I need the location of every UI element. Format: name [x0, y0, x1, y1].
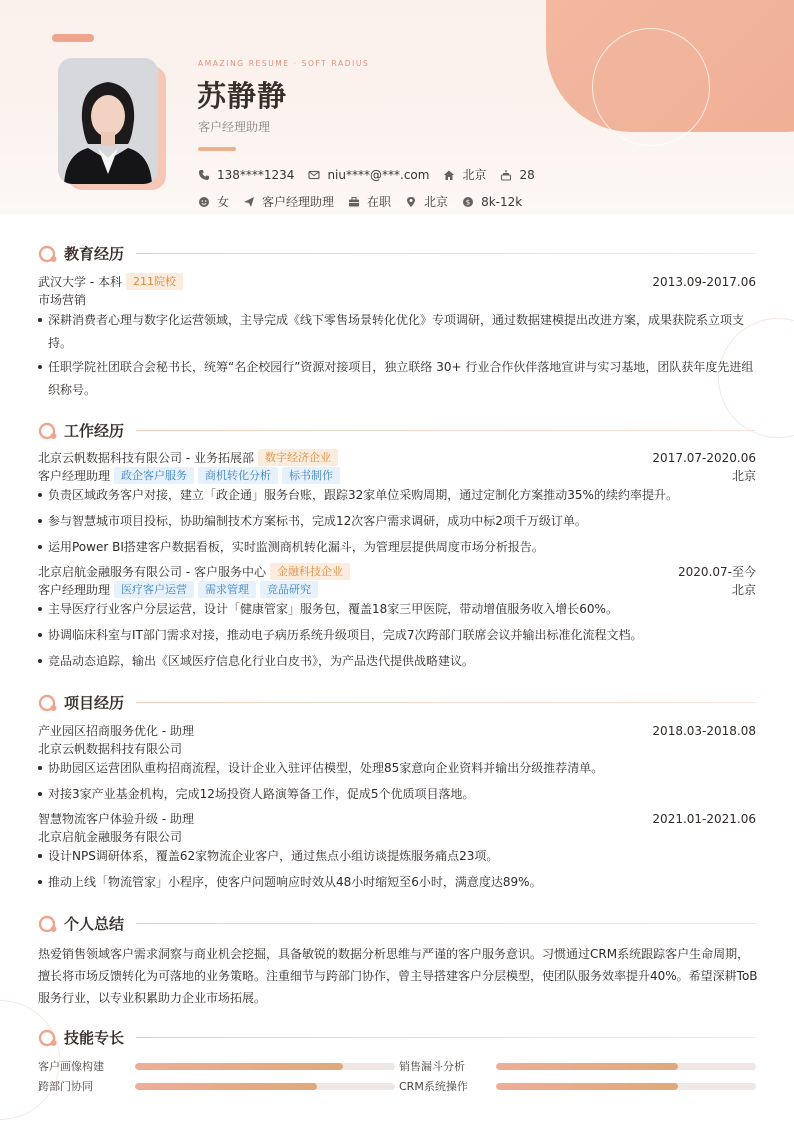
age-text: 28	[519, 167, 535, 182]
city-info	[443, 166, 486, 183]
company-tag: 数字经济企业	[258, 449, 338, 466]
job-bullet: 竞品动态追踪，输出《区域医疗信息化行业白皮书》，为产品迭代提供战略建议。	[38, 650, 756, 673]
job-role-row	[38, 467, 756, 485]
summary-paragraph	[38, 943, 758, 1009]
job-role: 客户经理助理	[38, 469, 111, 483]
skill-item	[399, 1078, 756, 1094]
gender-info	[198, 193, 229, 210]
job-company-row	[38, 563, 756, 581]
school-name: 武汉大学 - 本科	[38, 275, 122, 289]
phone-info	[198, 168, 294, 182]
job-bullet: 运用Power BI搭建客户数据看板，实时监测商机转化漏斗，为管理层提供周度市场分析报告。	[38, 536, 756, 559]
project-bullet: 对接3家产业基金机构，完成12场投资人路演筹备工作，促成5个优质项目落地。	[38, 783, 756, 806]
project-date: 2021.01-2021.06	[652, 812, 756, 826]
skills-section-header	[38, 1027, 756, 1048]
project-date: 2018.03-2018.08	[652, 724, 756, 738]
job-bullet: 负责区域政务客户对接，建立「政企通」服务台账，跟踪32家单位采购周期，通过定制化方案推动35%的续约率提升。	[38, 484, 756, 507]
email-info	[308, 168, 429, 182]
phone-text: 138****1234	[217, 167, 295, 182]
summary-line: 热爱销售领域客户需求洞察与商业机会挖掘，具备敏锐的数据分析思维与严谨的客户服务意识。习惯通过CRM系统跟踪客户生命周期，	[38, 947, 750, 961]
decorative-ring	[592, 28, 710, 146]
skill-bar	[496, 1063, 756, 1070]
skill-label: CRM系统操作	[399, 1080, 468, 1093]
candidate-title: 客户经理助理	[198, 120, 271, 134]
home-icon	[443, 169, 455, 181]
skill-item	[38, 1058, 395, 1074]
section-divider	[136, 430, 756, 431]
location-pin-icon	[405, 196, 417, 208]
skill-bar	[135, 1083, 395, 1090]
job-company-row	[38, 449, 756, 467]
projects-section-header	[38, 692, 756, 713]
skill-label: 销售漏斗分析	[399, 1060, 465, 1073]
target-position-info	[243, 193, 334, 210]
education-title: 教育经历	[64, 245, 125, 263]
bullet-text: 持。	[48, 336, 73, 350]
section-marker-icon	[38, 1028, 58, 1048]
job-city: 北京	[731, 469, 756, 483]
project-bullet: 推动上线「物流管家」小程序，使客户问题响应时效从48小时缩短至6小时，满意度达89%。	[38, 871, 756, 894]
school-tag: 211院校	[126, 273, 183, 290]
accent-line	[198, 147, 236, 151]
skill-tag: 标书制作	[282, 467, 340, 484]
skill-tag: 商机转化分析	[198, 467, 278, 484]
skill-label: 客户画像构建	[38, 1060, 104, 1073]
project-name: 产业园区招商服务优化 - 助理	[38, 724, 194, 738]
status-text: 在职	[367, 195, 392, 209]
gender-text: 女	[217, 195, 230, 209]
target-position-text: 客户经理助理	[262, 195, 335, 209]
skill-item	[399, 1058, 756, 1074]
education-school-row	[38, 273, 756, 291]
section-divider	[136, 1037, 756, 1038]
skill-tag: 医疗客户运营	[114, 581, 194, 598]
bullet-text: 深耕消费者心理与数字化运营领域，主导完成《线下零售场景转化优化》专项调研，通过数据建模提出改进方案，成果获院系立项支	[48, 313, 745, 327]
section-divider	[136, 923, 756, 924]
summary-line: 擅长将市场反馈转化为可落地的业务策略。注重细节与跨部门协作，曾主导搭建客户分层模型，使团队服务效率提升40%。希望深耕ToB	[38, 969, 758, 983]
project-name-row	[38, 722, 756, 740]
summary-title: 个人总结	[64, 915, 125, 933]
skill-bar-fill	[135, 1083, 317, 1090]
project-bullet: 协助园区运营团队重构招商流程，设计企业入驻评估模型，处理85家意向企业资料并输出分级推荐清单。	[38, 757, 756, 780]
skill-tag: 竞品研究	[260, 581, 318, 598]
mail-icon	[308, 169, 320, 181]
skills-title: 技能专长	[64, 1029, 125, 1047]
bullet-text: 任职学院社团联合会秘书长，统筹“名企校园行”资源对接项目，独立联络 30+ 行业合作伙伴落地宣讲与实习基地，团队获年度先进组	[48, 360, 754, 374]
summary-section-header	[38, 913, 756, 934]
gender-icon	[198, 196, 210, 208]
section-divider	[136, 702, 756, 703]
skill-bar-fill	[496, 1083, 678, 1090]
job-bullet: 主导医疗行业客户分层运营，设计「健康管家」服务包，覆盖18家三甲医院，带动增值服务收入增长60%。	[38, 598, 756, 621]
city-text: 北京	[462, 168, 487, 182]
skill-bar-fill	[496, 1063, 678, 1070]
location-info	[405, 193, 448, 210]
section-marker-icon	[38, 244, 58, 264]
job-bullet: 协调临床科室与IT部门需求对接，推动电子病历系统升级项目，完成7次跨部门联席会议并输出标准化流程文档。	[38, 624, 756, 647]
contact-row	[198, 166, 549, 183]
email-text: niu****@***.com	[327, 167, 430, 182]
work-title: 工作经历	[64, 422, 125, 440]
job-company: 北京启航金融服务有限公司 - 客户服务中心	[38, 565, 266, 579]
project-org: 北京云帆数据科技有限公司	[38, 742, 183, 756]
project-bullet: 设计NPS调研体系，覆盖62家物流企业客户，通过焦点小组访谈提炼服务痛点23项。	[38, 845, 756, 868]
resume-header	[0, 0, 794, 214]
job-city: 北京	[731, 583, 756, 597]
skill-bar	[135, 1063, 395, 1070]
job-role: 客户经理助理	[38, 583, 111, 597]
education-date: 2013.09-2017.06	[652, 275, 756, 289]
section-divider	[136, 253, 756, 254]
resume-tagline: AMAZING RESUME · SOFT RADIUS	[198, 59, 370, 68]
profile-photo	[58, 58, 158, 184]
project-name: 智慧物流客户体验升级 - 助理	[38, 812, 194, 826]
skill-bar	[496, 1083, 756, 1090]
skill-label: 跨部门协同	[38, 1080, 93, 1093]
candidate-name: 苏静静	[197, 79, 288, 113]
job-company: 北京云帆数据科技有限公司 - 业务拓展部	[38, 451, 254, 465]
skill-tag: 需求管理	[198, 581, 256, 598]
project-name-row	[38, 810, 756, 828]
job-date: 2017.07-2020.06	[652, 451, 756, 465]
skill-tag: 政企客户服务	[114, 467, 194, 484]
decorative-bar	[52, 34, 94, 42]
work-section-header	[38, 420, 756, 441]
education-bullet	[38, 309, 756, 355]
job-date: 2020.07-至今	[678, 565, 756, 579]
age-icon	[500, 169, 512, 181]
education-major: 市场营销	[38, 293, 87, 307]
section-marker-icon	[38, 693, 58, 713]
salary-text: 8k-12k	[481, 194, 523, 209]
skill-item	[38, 1078, 395, 1094]
section-marker-icon	[38, 914, 58, 934]
skill-bar-fill	[135, 1063, 343, 1070]
phone-icon	[198, 169, 210, 181]
company-tag: 金融科技企业	[270, 563, 350, 580]
location-text: 北京	[424, 195, 449, 209]
profile-row	[198, 193, 536, 210]
send-icon	[243, 196, 255, 208]
status-info	[348, 193, 391, 210]
job-bullet: 参与智慧城市项目投标，协助编制技术方案标书，完成12次客户需求调研，成功中标2项千万级订单。	[38, 510, 756, 533]
bullet-text: 织称号。	[48, 383, 97, 397]
job-role-row	[38, 581, 756, 599]
salary-icon	[462, 196, 474, 208]
salary-info	[462, 195, 522, 209]
section-marker-icon	[38, 421, 58, 441]
projects-title: 项目经历	[64, 694, 125, 712]
summary-line: 服务行业，以专业积累助力企业市场拓展。	[38, 991, 267, 1005]
education-section-header	[38, 243, 756, 264]
age-info	[500, 168, 534, 182]
briefcase-icon	[348, 196, 360, 208]
svg-text:$: $	[465, 198, 471, 207]
education-bullet	[38, 356, 756, 402]
project-org: 北京启航金融服务有限公司	[38, 830, 183, 844]
